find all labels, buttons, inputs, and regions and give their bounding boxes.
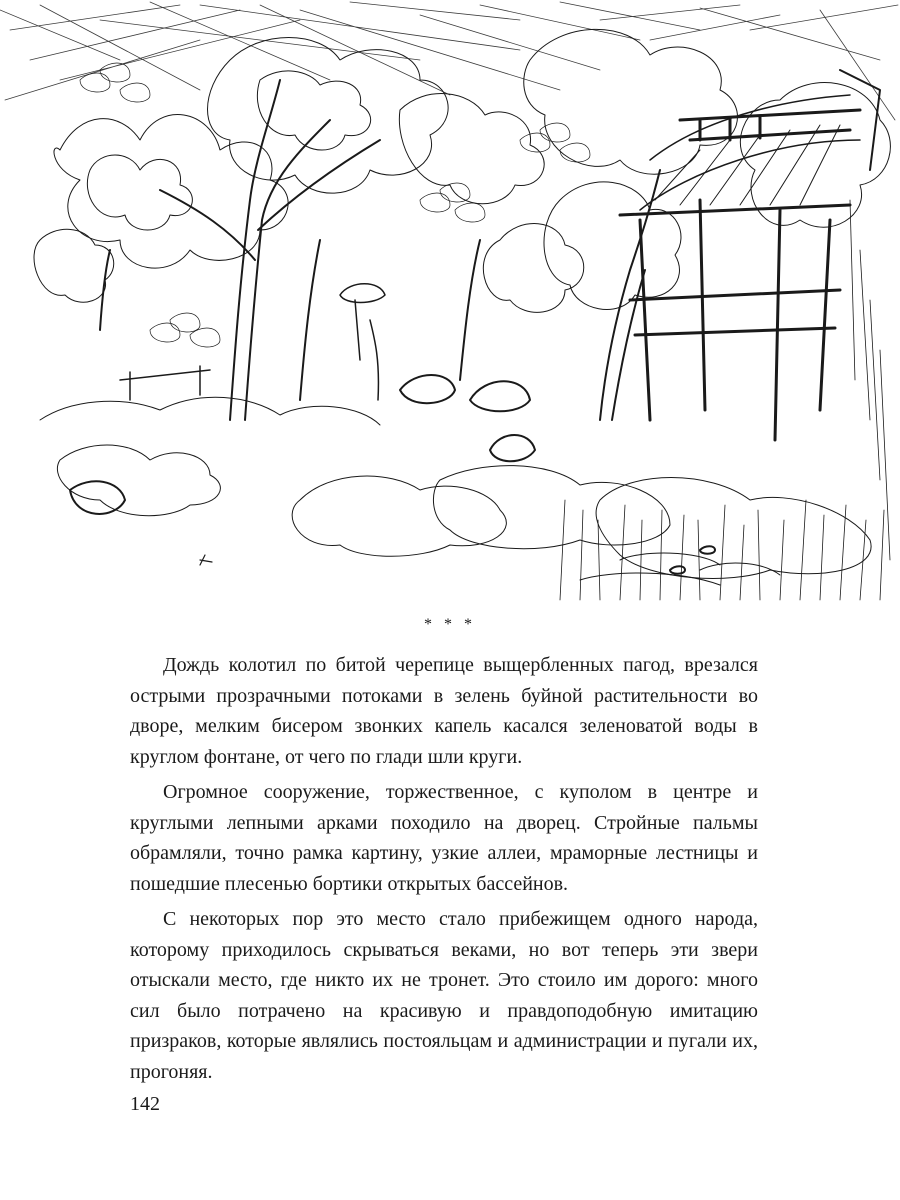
body-text (130, 650, 758, 1092)
garden-ground (40, 284, 871, 585)
sky-scribble (0, 2, 898, 120)
paragraph: Огромное сооружение, торжественное, с куполом в центре и круглыми лепными арками походило на дворец. Стройные пальмы обрамляли, точно рамка картину, узкие аллеи, мраморные лестницы и пошедшие плесенью бортики открытых бассейнов. (130, 781, 758, 895)
paragraph: С некоторых пор это место стало прибежищем одного народа, которому приходилось скрываться веками, но вот теперь эти звери отыскали место, где никто их не тронет. Это стоило им дорого: много сил было потрачено на красивую и правдоподобную имитацию призраков, которые являлись постояльцам и администрации и пугали их, прогоняя. (130, 908, 758, 1083)
paragraph: Дождь колотил по битой черепице выщербленных пагод, врезался острыми прозрачными потоками в зелень буйной растительности во дворе, мелким бисером звонких капель касался зеленоватой воды в круглом фонтане, от чего по глади шли круги. (130, 654, 758, 768)
grass-strokes (560, 200, 890, 600)
page-number: 142 (130, 1093, 160, 1115)
section-separator: * * * (424, 616, 476, 633)
tree-canopy (34, 29, 890, 312)
pagoda (620, 70, 880, 440)
